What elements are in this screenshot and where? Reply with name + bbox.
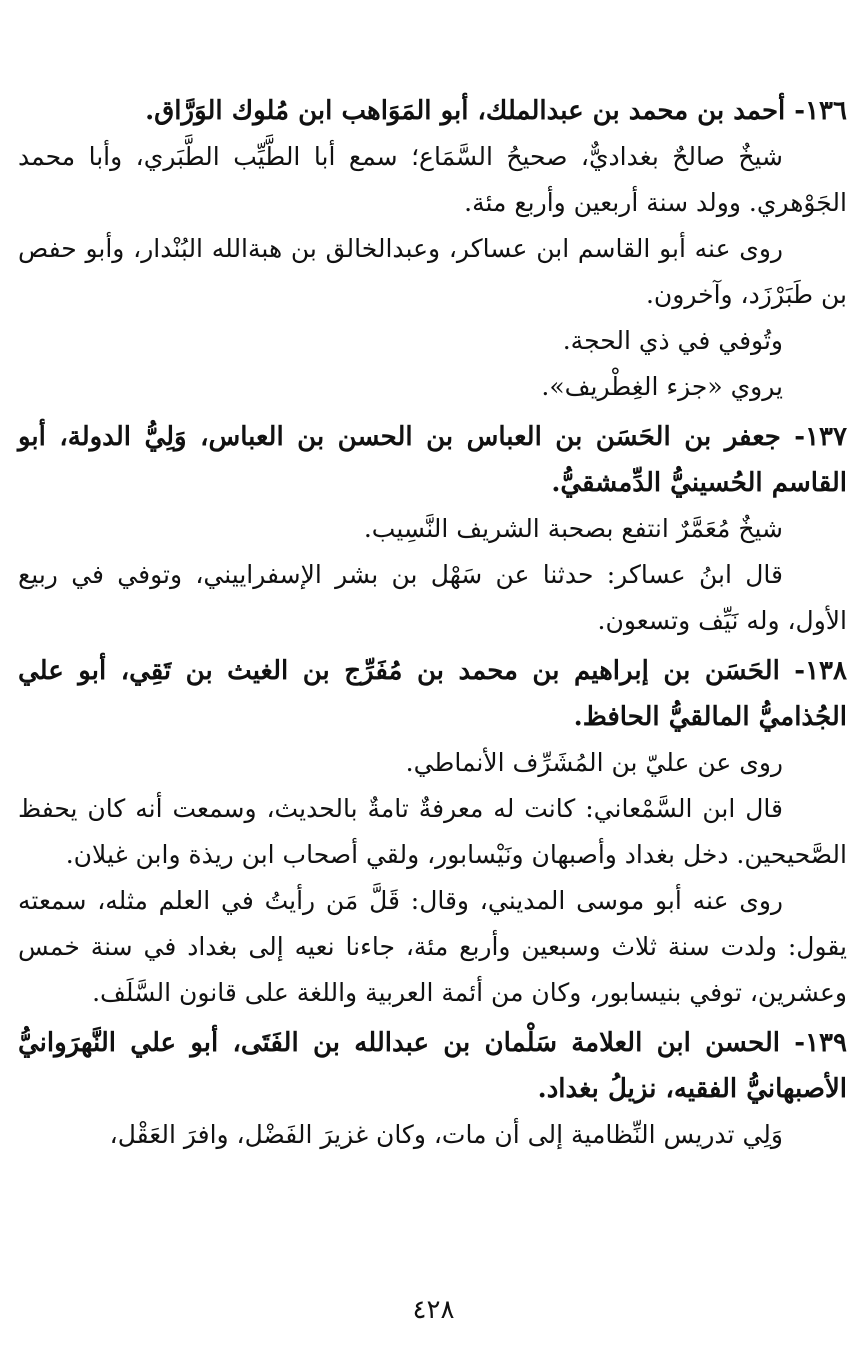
page-text [18, 84, 847, 1158]
entry-137 [18, 414, 847, 644]
entry-heading: ١٣٨- الحَسَن بن إبراهيم بن محمد بن مُفَرِّج بن الغيث بن تَقِي، أبو علي الجُذاميُّ المالقيُّ الحافظ. [18, 656, 847, 732]
entry-paragraph: روى عن عليّ بن المُشَرِّف الأنماطي. [405, 748, 783, 777]
entry-paragraph: يروي «جزء الغِطْريف». [541, 372, 783, 401]
page-number: ٤٢٨ [412, 1295, 455, 1325]
entry-paragraph: وَلِي تدريس النِّظامية إلى أن مات، وكان غزيرَ الفَضْل، وافرَ العَقْل، [109, 1120, 783, 1149]
entry-paragraph: قال ابن السَّمْعاني: كانت له معرفةٌ تامةٌ بالحديث، وسمعت أنه كان يحفظ الصَّحيحين. دخل بغداد وأصبهان ونَيْسابور، ولقي أصحاب ابن ريذة وابن غيلان. [18, 794, 847, 869]
entry-paragraph: روى عنه أبو القاسم ابن عساكر، وعبدالخالق بن هبةالله البُنْدار، وأبو حفص بن طَبَرْزَد، وآخرون. [18, 234, 847, 309]
entry-heading: ١٣٧- جعفر بن الحَسَن بن العباس بن الحسن بن العباس، وَلِيُّ الدولة، أبو القاسم الحُسينيُّ الدِّمشقيُّ. [18, 422, 847, 498]
entry-paragraph: شيخٌ مُعَمَّرٌ انتفع بصحبة الشريف النَّسِيب. [363, 514, 783, 543]
entry-paragraph: شيخٌ صالحٌ بغداديٌّ، صحيحُ السَّمَاع؛ سمع أبا الطَّيِّب الطَّبَري، وأبا محمد الجَوْهري. وولد سنة أربعين وأربع مئة. [18, 142, 847, 217]
entry-paragraph: وتُوفي في ذي الحجة. [562, 326, 783, 355]
entry-138 [18, 648, 847, 1016]
entry-paragraph: روى عنه أبو موسى المديني، وقال: قَلَّ مَن رأيتُ في العلم مثله، سمعته يقول: ولدت سنة ثلاث وسبعين وأربع مئة، جاءنا نعيه إلى بغداد في سنة خمس وعشرين، توفي بنيسابور، وكان من أئمة العربية واللغة على قانون السَّلَف. [18, 886, 847, 1007]
entry-heading: ١٣٩- الحسن ابن العلامة سَلْمان بن عبدالله بن الفَتَى، أبو علي النَّهرَوانيُّ الأصبهانيُّ الفقيه، نزيلُ بغداد. [18, 1028, 847, 1104]
entry-136 [18, 88, 847, 410]
entry-paragraph: قال ابنُ عساكر: حدثنا عن سَهْل بن بشر الإسفراييني، وتوفي في ربيع الأول، وله نَيِّف وتسعون. [18, 560, 847, 635]
entry-139 [18, 1020, 847, 1158]
entry-heading: ١٣٦- أحمد بن محمد بن عبدالملك، أبو المَوَاهب ابن مُلوك الوَرَّاق. [145, 96, 847, 126]
